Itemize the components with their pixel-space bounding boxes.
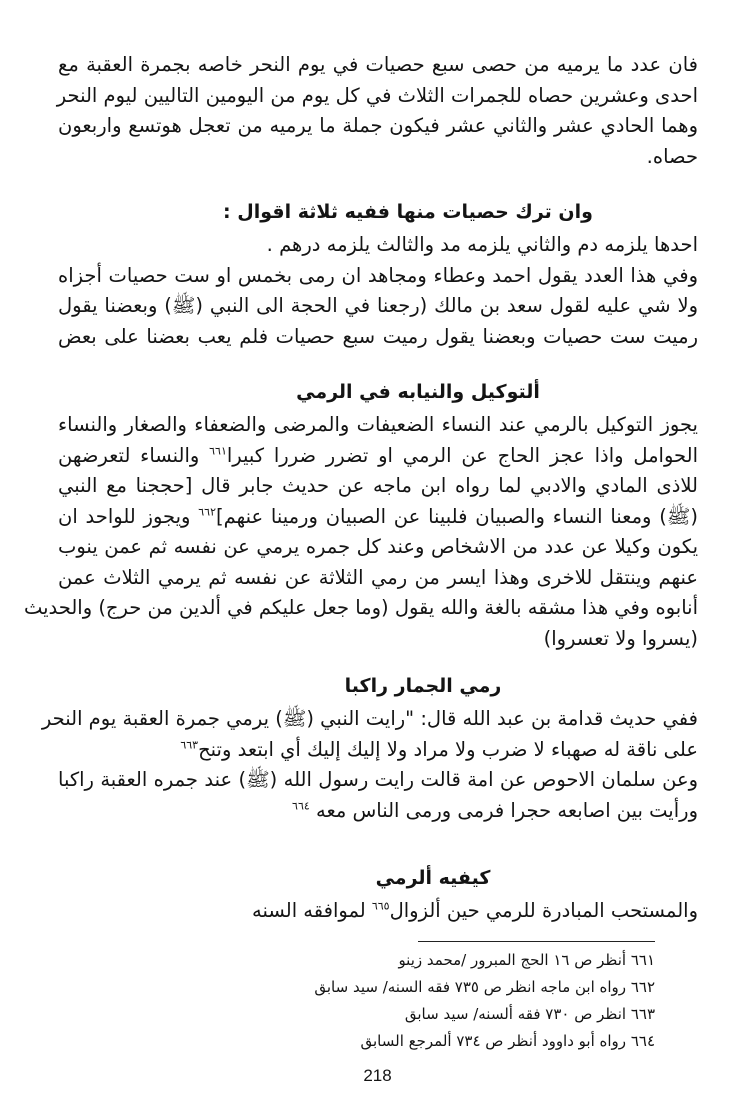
footnote-ref: ٦٦٣: [180, 738, 199, 751]
text-line: عنهم وينتقل للاخرى وهذا ايسر من رمي الثلاثة عن نفسه ثم يرمي الثلاث عمن: [58, 565, 698, 589]
footnote: ٦٦٣ انظر ص ٧٣٠ فقه ألسنه/ سيد سابق: [404, 1005, 655, 1023]
footnote: ٦٦١ أنظر ص ١٦ الحج المبرور /محمد زينو: [398, 951, 655, 969]
footnote-ref: ٦٦١: [209, 444, 227, 457]
footnote-ref: ٦٦٢: [198, 505, 216, 518]
text-line: أنابوه وفي هذا مشقه بالغة والله يقول (وما جعل عليكم في ألدين من حرج) والحديث: [23, 596, 698, 619]
text-line: ففي حديث قدامة بن عبد الله قال: "رايت النبي (ﷺ) يرمي جمرة العقبة يوم النحر: [41, 707, 698, 730]
delegation-paragraph: [23, 410, 699, 654]
text-line: ورأيت بين اصابعه حجرا فرمى ورمى الناس معه $^{٦٦٤}$: [292, 798, 698, 822]
footnote: ٦٦٤ رواه أبو داوود أنظر ص ٧٣٤ ألمرجع السابق: [360, 1032, 655, 1050]
page-number: 218: [363, 1066, 392, 1085]
intro-paragraph: [58, 50, 698, 172]
text-line: على ناقة له صهباء لا ضرب ولا مراد ولا إليك إليك أي ابتعد وتنح$^{٦٦٣}$: [180, 737, 698, 761]
text-line: الحوامل واذا عجز الحاج عن الرمي او تضرر ضررا كبيرا$^{٦٦١}$ والنساء لتعرضهن: [58, 443, 698, 467]
text-line: يجوز التوكيل بالرمي عند النساء الضعيفات والمرضى والضعفاء والصغار والنساء: [58, 413, 698, 436]
text-line: احدها يلزمه دم والثاني يلزمه مد والثالث يلزمه درهم .: [266, 233, 698, 256]
text-line: (ﷺ) ومعنا النساء والصبيان فلبينا عن الصبيان ورمينا عنهم]$^{٦٦٢}$ ويجوز للواحد ان: [58, 504, 699, 528]
section-heading-method: كيفيه ألرمي: [375, 867, 491, 889]
text-line: ولا شي عليه لقول سعد بن مالك (رجعنا في الحجة الى النبي (ﷺ) وبعضنا يقول: [58, 294, 698, 317]
footnote-divider: [418, 941, 655, 942]
text-line: فان عدد ما يرميه من حصى سبع حصيات في يوم النحر خاصه بجمرة العقبة مع: [58, 53, 698, 76]
text-line: رميت ست حصيات وبعضنا يقول رميت سبع حصيات فلم يعب بعضنا على بعض: [58, 324, 698, 348]
text-line: وفي هذا العدد يقول احمد وعطاء ومجاهد ان رمى بخمس او ست حصيات أجزاه: [58, 263, 698, 287]
footnotes: [250, 947, 655, 1055]
text-line: وعن سلمان الاحوص عن امة قالت رايت رسول الله (ﷺ) عند جمره العقبة راكبا: [58, 768, 698, 791]
footnote: ٦٦٢ رواه ابن ماجه انظر ص ٧٣٥ فقه السنه/ سيد سابق: [314, 978, 655, 996]
text-line: وهما الحادي عشر والثاني عشر فيكون جملة ما يرميه من تعجل هوتسع واربعون: [58, 114, 698, 137]
section-heading-leftover-pebbles: وان ترك حصيات منها ففيه ثلاثة اقوال :: [223, 201, 593, 223]
footnote-ref: ٦٦٤: [292, 799, 310, 812]
page-body: [23, 50, 699, 927]
text-line: للاذى المادي والادبي لما رواه ابن ماجه عن حديث جابر قال [حججنا مع النبي: [58, 474, 698, 497]
text-line: والمستحب المبادرة للرمي حين ألزوال$^{٦٦٥}$ لموافقه السنه: [252, 899, 698, 922]
riding-paragraph: [41, 704, 698, 826]
section-heading-riding: رمي الجمار راكبا: [344, 675, 502, 697]
text-line: حصاه.: [646, 144, 698, 168]
text-line: احدى وعشرين حصاه للجمرات الثلاث في كل يوم من اليومين التاليين ليوم النحر: [56, 83, 698, 107]
section-heading-delegation: ألتوكيل والنيابه في الرمي: [296, 381, 540, 403]
text-line: (يسروا ولا تعسروا): [543, 626, 698, 650]
text-line: يكون وكيلا عن عدد من الاشخاص وعند كل جمره يرمي عن نفسه ثم عمن ينوب: [58, 535, 698, 558]
footnote-ref: ٦٦٥: [371, 899, 390, 913]
method-paragraph: [58, 896, 698, 927]
leftover-pebbles-paragraph: [58, 230, 698, 352]
